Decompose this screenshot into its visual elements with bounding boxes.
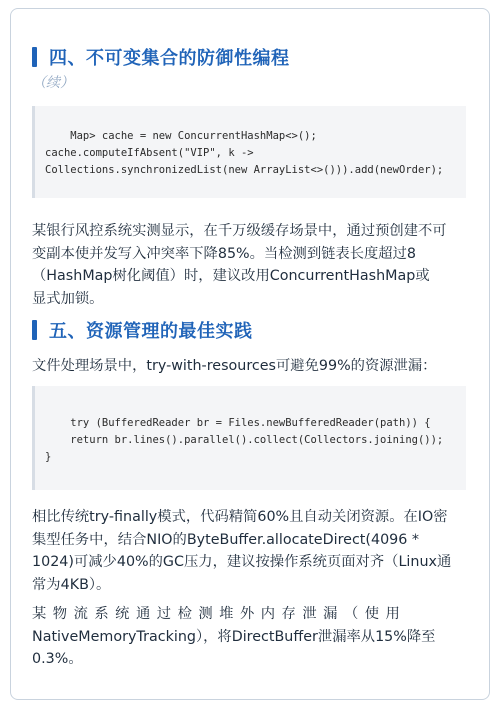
section-subtitle: （续） — [32, 75, 74, 91]
code-line: return br.lines().parallel().collect(Collectors.joining()); — [45, 434, 444, 446]
paragraph-4 — [32, 603, 472, 671]
text-line: 某物流系统通过检测堆外内存泄漏（使用 — [32, 606, 407, 622]
paragraph-3 — [32, 506, 472, 596]
section-title-4: 四、不可变集合的防御性编程 — [49, 48, 290, 69]
code-line: } — [45, 451, 52, 463]
code-block-2 — [32, 386, 466, 490]
section-heading-4 — [32, 44, 290, 70]
text-line: （HashMap树化阈值）时，建议改用ConcurrentHashMap或 — [32, 268, 430, 284]
code-line: Collections.synchronizedList(new ArrayList<>())).add(newOrder); — [45, 164, 444, 176]
text-line: 集型任务中，结合NIO的ByteBuffer.allocateDirect(4096 * — [32, 531, 420, 548]
code-line: Map> cache = new ConcurrentHashMap<>(); — [45, 130, 317, 142]
text-line: 显式加锁。 — [32, 290, 104, 307]
section-heading-5 — [32, 317, 253, 343]
text-line: 文件处理场景中，try-with-resources可避免99%的资源泄漏： — [32, 358, 437, 374]
text-line: 变副本使并发写入冲突率下降85%。当检测到链表长度超过8 — [32, 245, 416, 262]
paragraph-1 — [32, 220, 472, 310]
text-line: 1024)可减少40%的GC压力，建议按操作系统页面对齐（Linux通 — [32, 554, 452, 570]
text-line: 0.3%。 — [32, 651, 83, 667]
code-line: try (BufferedReader br = Files.newBufferedReader(path)) { — [45, 417, 431, 429]
text-line: 某银行风控系统实测显示，在千万级缓存场景中，通过预创建不可 — [32, 223, 447, 239]
text-line: 相比传统try-finally模式，代码精简60%且自动关闭资源。在IO密 — [32, 509, 448, 525]
heading-accent-bar — [32, 320, 37, 340]
heading-accent-bar — [32, 47, 37, 67]
text-line: 常为4KB）。 — [32, 576, 111, 593]
paragraph-2 — [32, 355, 472, 378]
code-block-1 — [32, 106, 466, 198]
text-line: NativeMemoryTracking），将DirectBuffer泄漏率从15%降至 — [32, 628, 436, 645]
code-line: cache.computeIfAbsent("VIP", k -> — [45, 147, 254, 159]
section-title-5: 五、资源管理的最佳实践 — [49, 321, 253, 342]
